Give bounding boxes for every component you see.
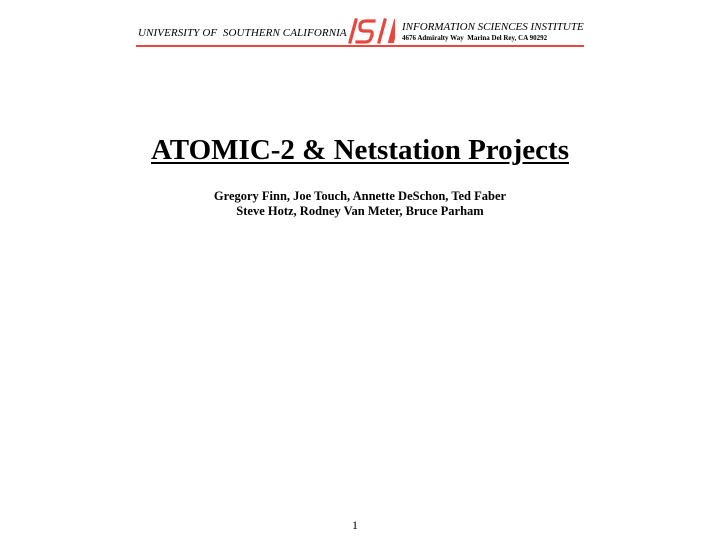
author-list [0, 189, 720, 219]
page-number: 1 [352, 518, 358, 532]
authors-line-1: Gregory Finn, Joe Touch, Annette DeSchon, Ted Faber [213, 189, 507, 203]
institute-block [402, 21, 584, 42]
header-divider [136, 45, 584, 47]
institute-name: INFORMATION SCIENCES INSTITUTE [402, 21, 584, 33]
slide-title: ATOMIC-2 & Netstation Projects [151, 134, 569, 166]
isi-logo-icon [347, 16, 395, 46]
institute-address: 4676 Admiralty Way Marina Del Rey, CA 90292 [402, 34, 548, 42]
authors-line-2: Steve Hotz, Rodney Van Meter, Bruce Parham [236, 204, 484, 218]
university-name: UNIVERSITY OF SOUTHERN CALIFORNIA [138, 27, 347, 39]
